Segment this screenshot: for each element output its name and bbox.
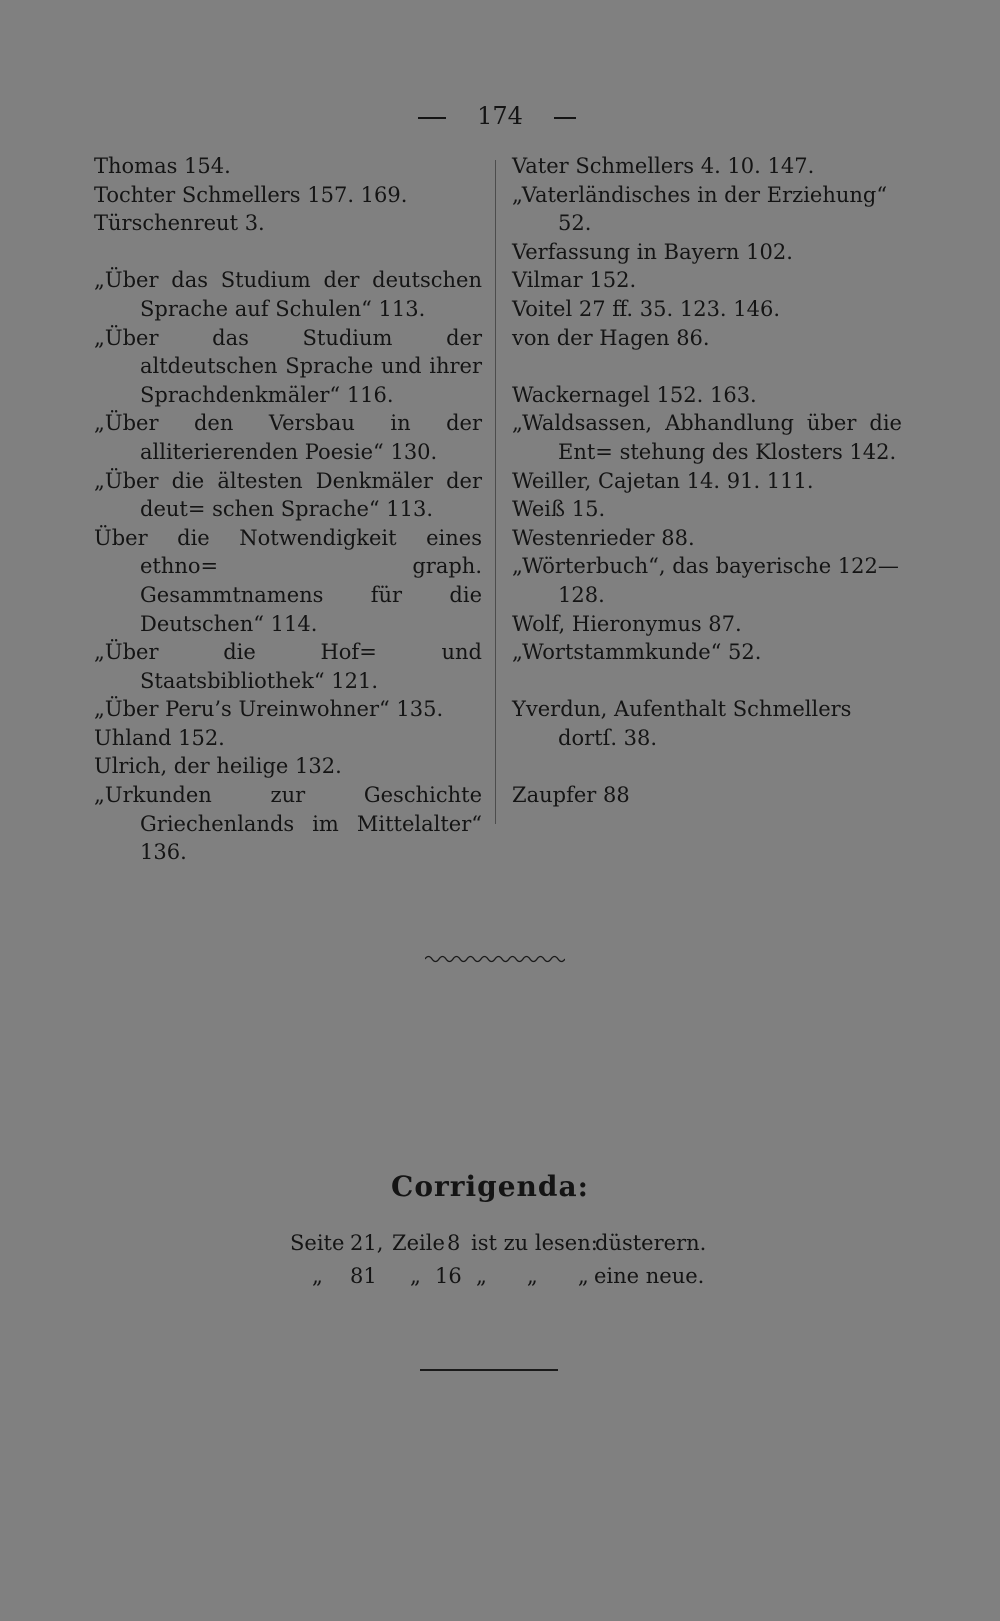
- corrigenda-phrase: ist zu lesen:: [471, 1231, 598, 1255]
- corrigenda-seite: „: [312, 1264, 323, 1288]
- section-gap: [512, 667, 902, 696]
- index-entry: „Über die Hof= und Staatsbibliothek“ 121.: [94, 640, 489, 693]
- index-entry: „Über das Studium der deutschen Sprache auf Schulen“ 113.: [94, 268, 489, 321]
- wavy-rule-ornament: [425, 952, 565, 966]
- index-column-right: [512, 152, 909, 810]
- page-number: 174: [477, 102, 523, 130]
- index-entry: Vater Schmellers 4. 10. 147.: [512, 154, 815, 178]
- index-entry: „Über die ältesten Denkmäler der deut= schen Sprache“ 113.: [94, 468, 489, 522]
- header-dash-left: [418, 117, 446, 119]
- footer-rule: [420, 1369, 558, 1371]
- index-entry: Wolf, Hieronymus 87.: [512, 611, 742, 636]
- index-entry: Voitel 27 ff. 35. 123. 146.: [512, 296, 781, 321]
- index-entry: „Vaterländisches in der Erziehung“ 52.: [512, 182, 894, 236]
- page-header: [0, 98, 1000, 134]
- corrigenda-zeile: „: [410, 1264, 421, 1288]
- index-entry: Weiß 15.: [512, 497, 606, 522]
- corrigenda-line: 16: [435, 1264, 462, 1288]
- index-entry: Zaupfer 88: [512, 783, 630, 808]
- index-entry: Über die Notwendigkeit eines ethno= graph. Gesammtnamens für die Deutschen“ 114.: [94, 525, 489, 636]
- index-entry: Uhland 152.: [94, 725, 225, 750]
- corrigenda-correction: eine neue.: [594, 1264, 705, 1288]
- index-entry: „Über den Versbau in der alliterierenden Poesie“ 130.: [94, 411, 489, 464]
- corrigenda-seite: Seite: [290, 1231, 345, 1255]
- index-entry: „Über das Studium der altdeutschen Sprache und ihrer Sprachdenkmäler“ 116.: [94, 325, 489, 407]
- section-gap: [512, 352, 902, 381]
- corrigenda-phrase: „ „ „: [476, 1264, 589, 1288]
- corrigenda-zeile: Zeile: [392, 1231, 445, 1255]
- index-column-left: [94, 152, 489, 867]
- corrigenda-heading: Corrigenda:: [391, 1170, 589, 1203]
- corrigenda-page: 21,: [350, 1231, 384, 1255]
- section-gap: [512, 752, 902, 781]
- index-entry: Thomas 154.: [94, 154, 231, 178]
- index-entry: Yverdun, Aufenthalt Schmellers dortſ. 38.: [512, 697, 859, 750]
- header-dash-right: [554, 117, 576, 119]
- index-entry: Wackernagel 152. 163.: [512, 382, 757, 407]
- column-divider: [495, 160, 496, 824]
- index-entry: „Wörterbuch“, das bayerische 122—128.: [512, 554, 899, 607]
- corrigenda-page: 81: [350, 1264, 377, 1288]
- index-entry: „Waldsassen, Abhandlung über die Ent= stehung des Klosters 142.: [512, 411, 909, 464]
- index-entry: Tochter Schmellers 157. 169.: [94, 182, 408, 207]
- index-entry: „Urkunden zur Geschichte Griechenlands im Mittelalter“ 136.: [94, 783, 489, 865]
- index-entry: Westenrieder 88.: [512, 525, 695, 550]
- index-entry: Verfassung in Bayern 102.: [512, 239, 793, 264]
- index-entry: Weiller, Cajetan 14. 91. 111.: [512, 468, 814, 493]
- index-entry: Vilmar 152.: [512, 268, 637, 293]
- section-gap: [94, 238, 482, 267]
- index-entry: von der Hagen 86.: [512, 325, 710, 350]
- index-entry: „Über Peru’s Ureinwohner“ 135.: [94, 697, 444, 722]
- index-entry: Türschenreut 3.: [94, 211, 265, 236]
- index-entry: „Wortstammkunde“ 52.: [512, 640, 762, 665]
- index-entry: Ulrich, der heilige 132.: [94, 754, 342, 779]
- corrigenda-line: 8: [447, 1231, 461, 1255]
- corrigenda-correction: düsterern.: [595, 1231, 707, 1255]
